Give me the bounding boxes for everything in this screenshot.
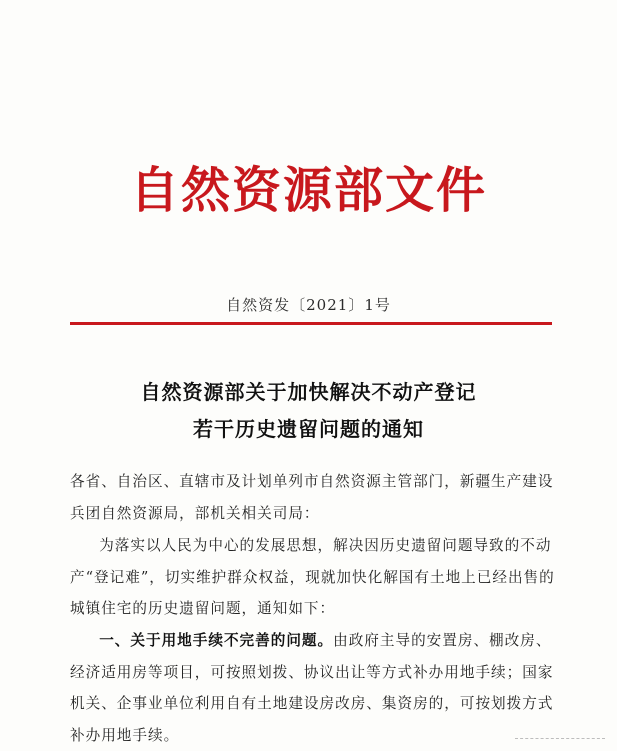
recipients-paragraph: 各省、自治区、直辖市及计划单列市自然资源主管部门，新疆生产建设兵团自然资源局，部机关相关司局：	[70, 473, 554, 522]
section-1-paragraph	[70, 625, 556, 751]
title-line-2: 若干历史遗留问题的通知	[193, 417, 424, 441]
scan-artifact	[515, 738, 605, 743]
intro-paragraph: 为落实以人民为中心的发展思想，解决因历史遗留问题导致的不动产“登记难”，切实维护群众权益，现就加快化解国有土地上已经出售的城镇住宅的历史遗留问题，通知如下：	[70, 537, 555, 617]
red-divider	[70, 322, 552, 325]
title-line-1: 自然资源部关于加快解决不动产登记	[140, 380, 477, 404]
section-1-heading: 一、关于用地手续不完善的问题。	[99, 632, 334, 649]
document-number: 自然资发〔2021〕1号	[226, 296, 391, 314]
section-1-body: 由政府主导的安置房、棚改房、经济适用房等项目，可按照划拨、协议出让等方式补办用地手续；国家机关、企事业单位利用自有土地建设房改房、集资房的，可按划拨方式补办用地手续。	[70, 632, 554, 744]
document-header: 自然资源部文件	[129, 161, 487, 219]
